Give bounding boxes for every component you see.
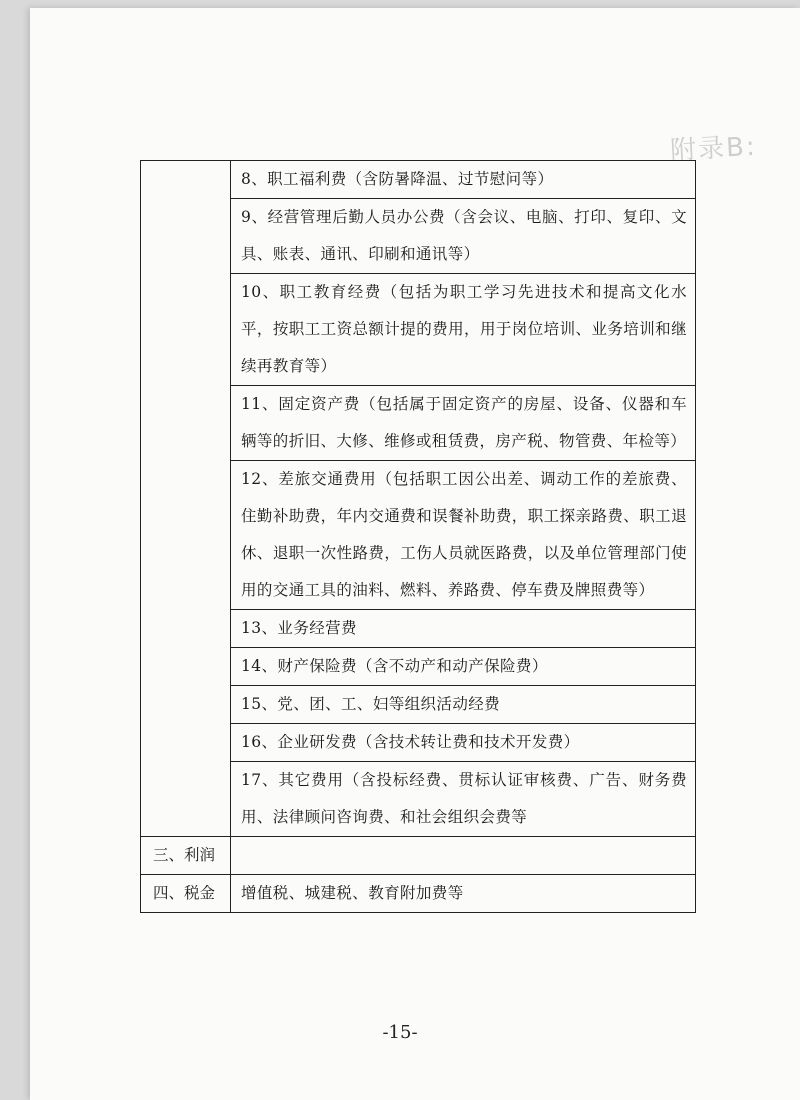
item-text: 12、差旅交通费用（包括职工因公出差、调动工作的差旅费、住勤补助费，年内交通费和误餐补助费，职工探亲路费、职工退休、退职一次性路费，工伤人员就医路费，以及单位管理部门使用的交通工具的油料、燃料、养路费、停车费及牌照费等） [241,470,687,599]
item-text: 17、其它费用（含投标经费、贯标认证审核费、广告、财务费用、法律顾问咨询费、和社会组织会费等 [241,771,687,826]
item-text: 8、职工福利费（含防暑降温、过节慰问等） [241,170,554,188]
appendix-heading-bleedthrough: 附录B: [669,131,758,167]
item-cell [231,648,696,686]
item-text: 13、业务经营费 [241,619,357,637]
item-cell [231,762,696,837]
item-cell [231,837,696,875]
fee-table [140,160,696,913]
table-row [141,875,696,913]
item-cell [231,274,696,386]
category-cell: 三、利润 [141,837,231,875]
item-text: 16、企业研发费（含技术转让费和技术开发费） [241,733,580,751]
table-row [141,161,696,199]
item-text: 15、党、团、工、妇等组织活动经费 [241,695,501,713]
item-cell [231,386,696,461]
item-cell [231,686,696,724]
item-text: 9、经营管理后勤人员办公费（含会议、电脑、打印、复印、文具、账表、通讯、印刷和通讯等） [241,208,687,263]
table-row [141,837,696,875]
item-text: 14、财产保险费（含不动产和动产保险费） [241,657,548,675]
item-cell [231,161,696,199]
item-cell [231,610,696,648]
item-text: 10、职工教育经费（包括为职工学习先进技术和提高文化水平，按职工工资总额计提的费用，用于岗位培训、业务培训和继续再教育等） [241,283,687,375]
item-cell [231,199,696,274]
category-cell: 四、税金 [141,875,231,913]
item-text: 11、固定资产费（包括属于固定资产的房屋、设备、仪器和车辆等的折旧、大修、维修或租赁费，房产税、物管费、年检等） [241,395,687,450]
item-cell [231,461,696,610]
item-cell [231,875,696,913]
item-text: 增值税、城建税、教育附加费等 [241,884,464,902]
page-number: -15- [382,1022,418,1043]
item-cell [231,724,696,762]
category-cell-empty [141,161,231,837]
